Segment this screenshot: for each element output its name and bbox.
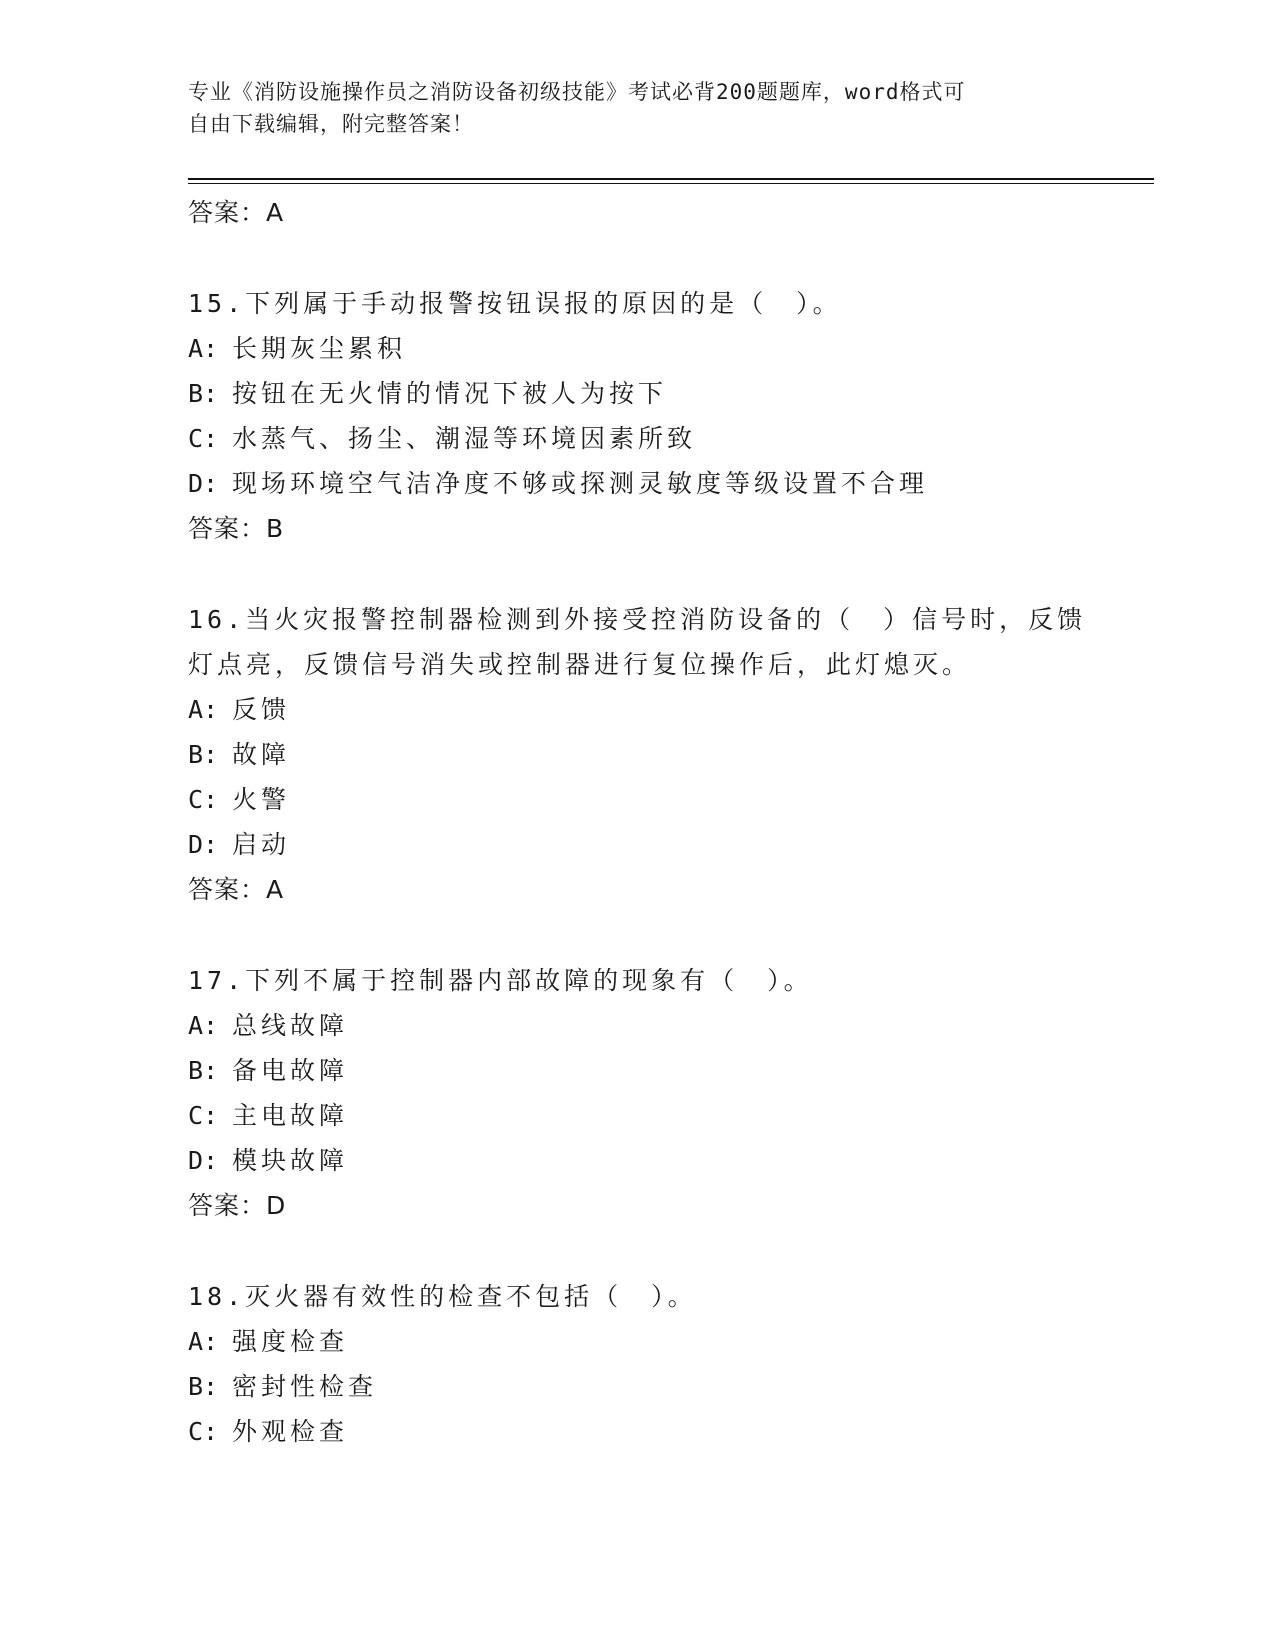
option-b <box>188 1364 1088 1409</box>
option-key: C: <box>188 424 219 453</box>
option-text: 模块故障 <box>232 1146 349 1175</box>
option-c <box>188 1409 1088 1454</box>
option-c <box>188 1093 1088 1138</box>
option-text: 故障 <box>232 740 291 769</box>
option-text: 外观检查 <box>232 1417 349 1446</box>
question-stem: 16.当火灾报警控制器检测到外接受控消防设备的（ ）信号时，反馈灯点亮，反馈信号消失或控制器进行复位操作后，此灯熄灭。 <box>188 605 1087 679</box>
question-answer: 答案：A <box>188 875 285 904</box>
question-17 <box>188 958 1088 1228</box>
option-d <box>188 461 1088 506</box>
header-line-2: 自由下载编辑，附完整答案！ <box>188 112 474 136</box>
option-a <box>188 1003 1088 1048</box>
option-text: 按钮在无火情的情况下被人为按下 <box>232 379 668 408</box>
header-divider <box>188 178 1154 184</box>
option-key: D: <box>188 469 219 498</box>
option-text: 长期灰尘累积 <box>232 334 407 363</box>
option-text: 主电故障 <box>232 1101 349 1130</box>
option-b <box>188 732 1088 777</box>
option-text: 备电故障 <box>232 1056 349 1085</box>
option-key: B: <box>188 1372 219 1401</box>
question-15 <box>188 281 1088 551</box>
option-key: A: <box>188 695 219 724</box>
option-b <box>188 371 1088 416</box>
option-key: C: <box>188 785 219 814</box>
option-text: 现场环境空气洁净度不够或探测灵敏度等级设置不合理 <box>232 469 929 498</box>
option-key: A: <box>188 334 219 363</box>
option-d <box>188 822 1088 867</box>
option-a <box>188 1319 1088 1364</box>
option-c <box>188 416 1088 461</box>
option-d <box>188 1138 1088 1183</box>
header-line-1: 专业《消防设施操作员之消防设备初级技能》考试必背200题题库，word格式可 <box>188 80 966 104</box>
option-a <box>188 326 1088 371</box>
option-text: 水蒸气、扬尘、潮湿等环境因素所致 <box>232 424 697 453</box>
option-b <box>188 1048 1088 1093</box>
option-key: C: <box>188 1417 219 1446</box>
option-text: 火警 <box>232 785 291 814</box>
question-18 <box>188 1274 1088 1454</box>
option-text: 反馈 <box>232 695 291 724</box>
option-key: D: <box>188 1146 219 1175</box>
question-stem: 15.下列属于手动报警按钮误报的原因的是（ ）。 <box>188 289 842 318</box>
previous-answer: 答案：A <box>188 198 285 227</box>
option-key: C: <box>188 1101 219 1130</box>
question-list <box>188 190 1088 1454</box>
question-16 <box>188 597 1088 912</box>
option-key: D: <box>188 830 219 859</box>
option-text: 密封性检查 <box>232 1372 378 1401</box>
option-key: B: <box>188 740 219 769</box>
option-c <box>188 777 1088 822</box>
question-answer: 答案：D <box>188 1191 287 1220</box>
option-a <box>188 687 1088 732</box>
question-stem: 17.下列不属于控制器内部故障的现象有（ ）。 <box>188 966 813 995</box>
option-text: 启动 <box>232 830 291 859</box>
option-key: A: <box>188 1011 219 1040</box>
page-header <box>188 76 1068 140</box>
option-text: 强度检查 <box>232 1327 349 1356</box>
option-key: B: <box>188 379 219 408</box>
question-stem: 18.灭火器有效性的检查不包括（ ）。 <box>188 1282 697 1311</box>
option-key: A: <box>188 1327 219 1356</box>
option-key: B: <box>188 1056 219 1085</box>
question-answer: 答案：B <box>188 514 285 543</box>
option-text: 总线故障 <box>232 1011 349 1040</box>
